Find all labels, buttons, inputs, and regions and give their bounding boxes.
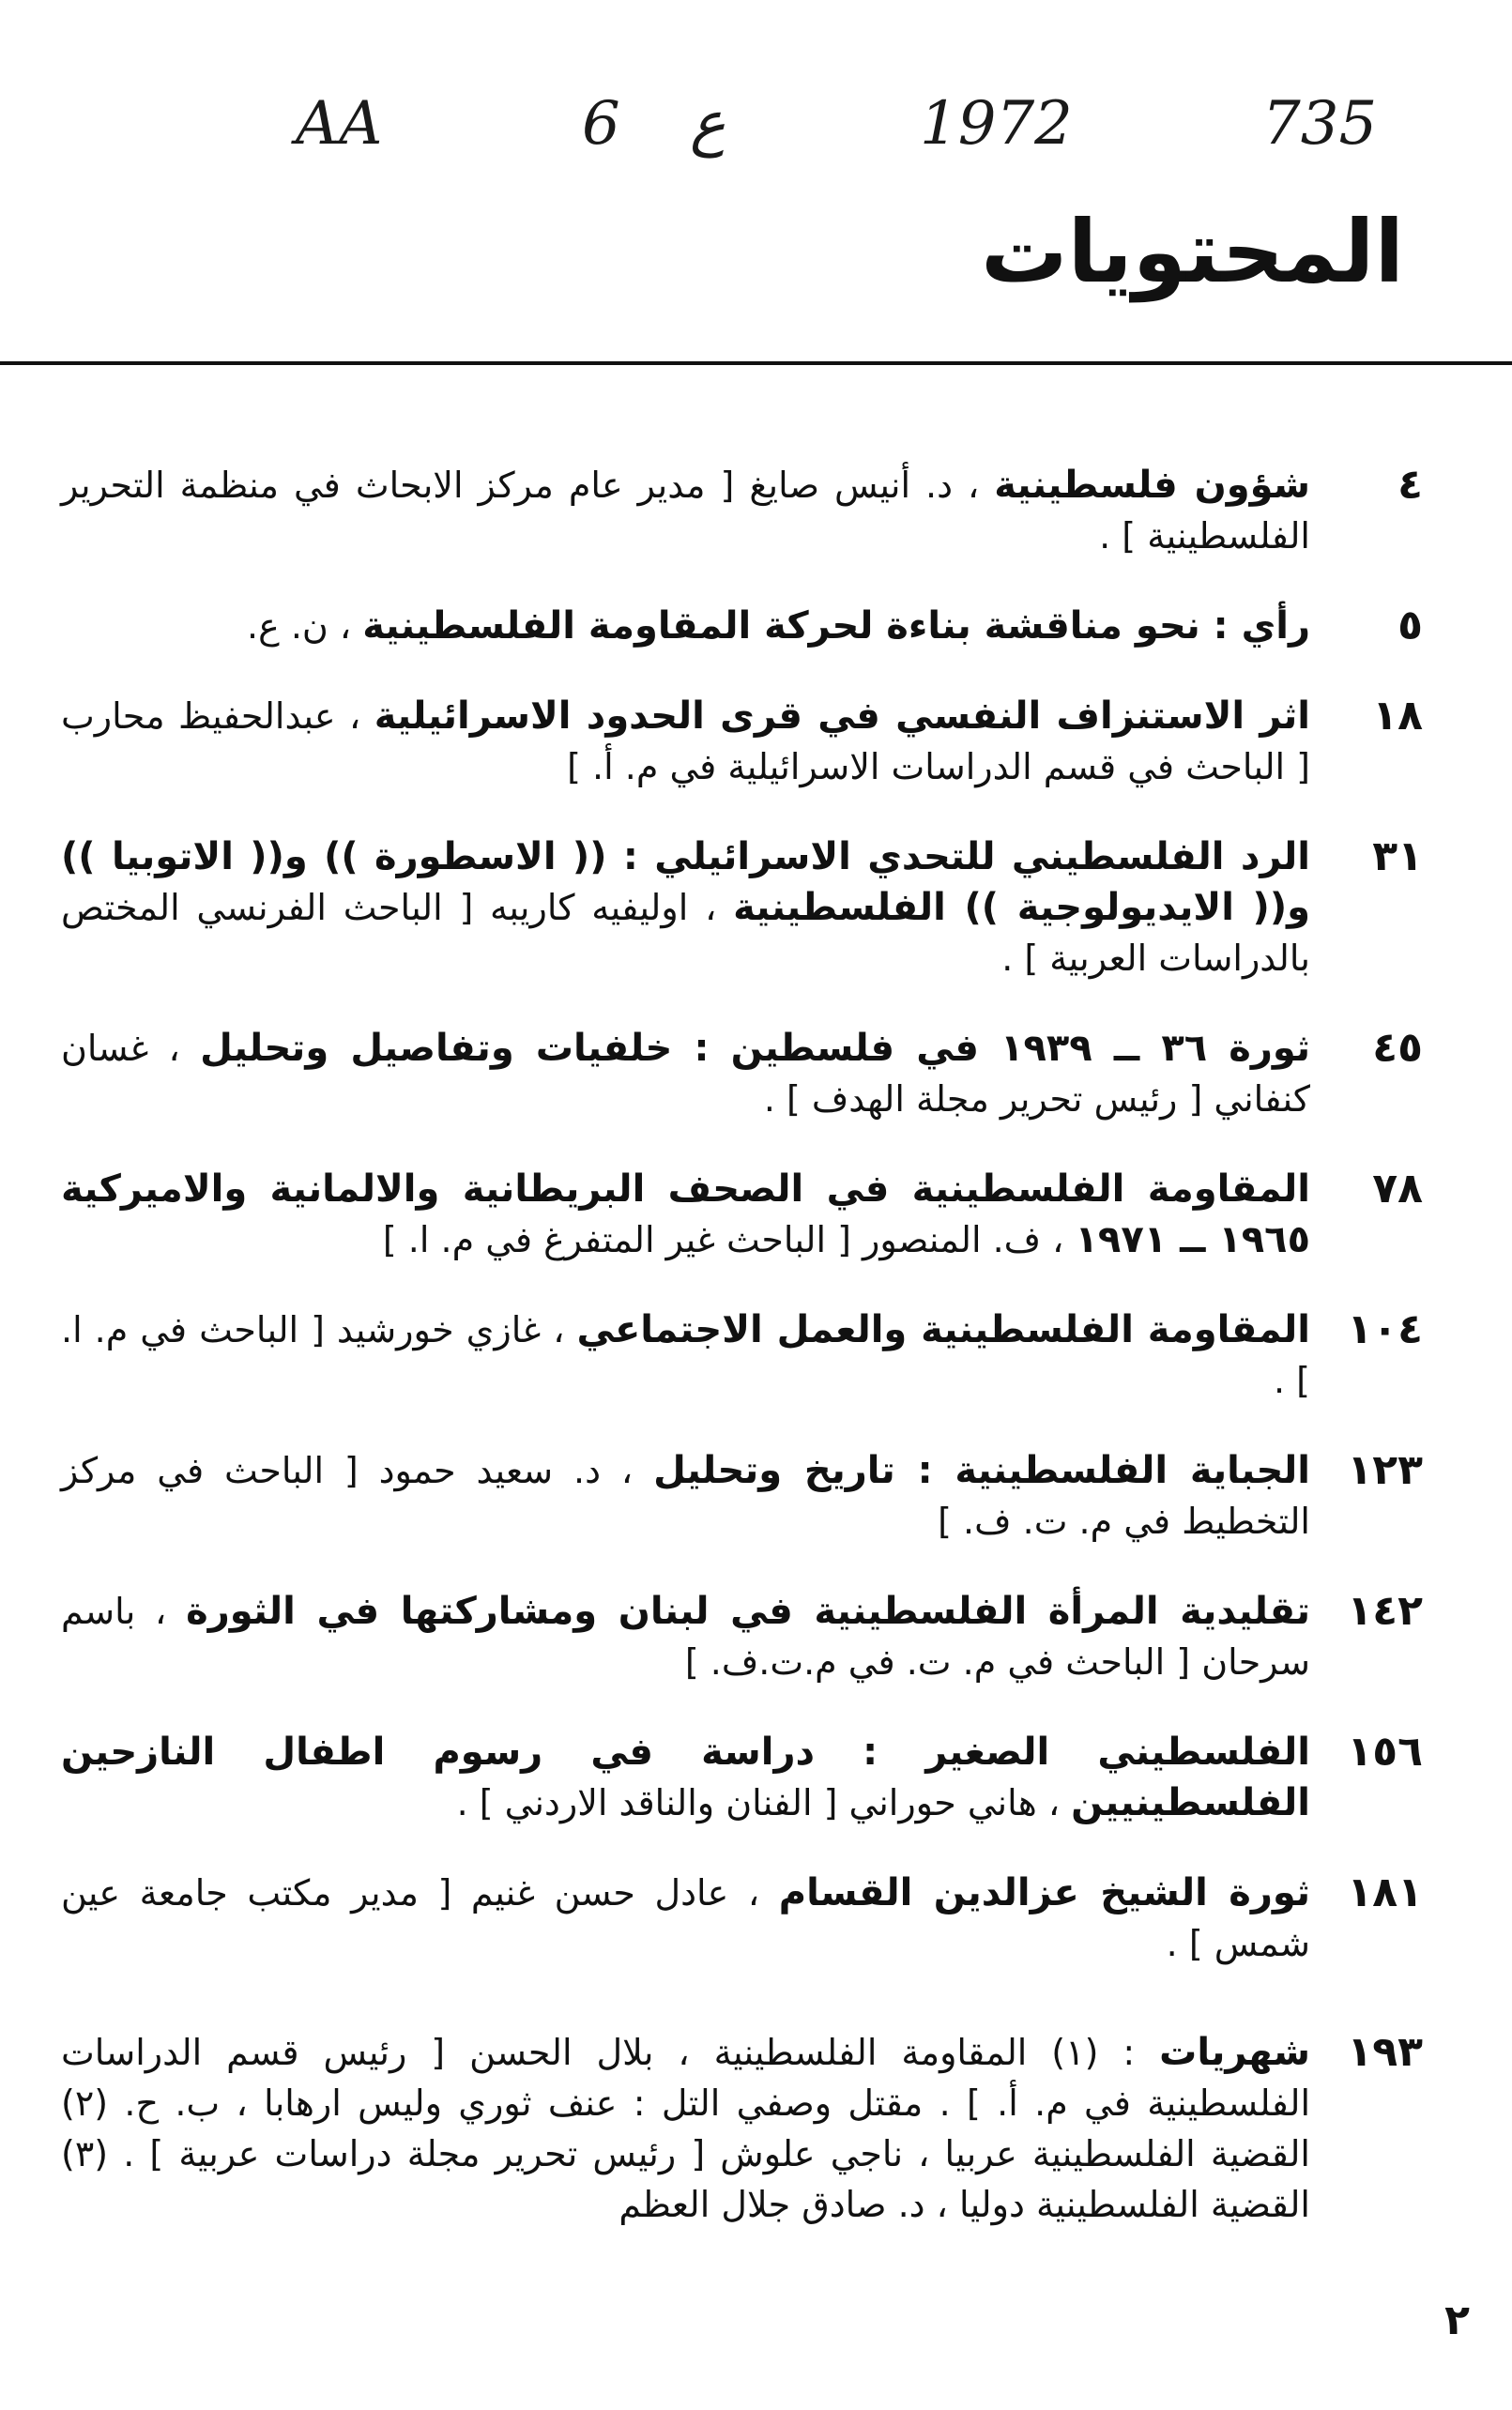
toc-entry-text	[61, 1586, 1310, 1687]
toc-entry-text	[61, 601, 1310, 651]
toc-entry	[61, 1304, 1423, 1406]
toc-entry-title: المقاومة الفلسطينية في الصحف البريطانية والالمانية والاميركية ١٩٦٥ ــ ١٩٧١	[61, 1167, 1310, 1261]
toc-entry-text	[61, 831, 1310, 984]
toc-entry	[61, 1023, 1423, 1124]
toc-page-number: ١٨	[1372, 692, 1423, 740]
toc-entry	[61, 2027, 1423, 2230]
toc-entry-title: الجباية الفلسطينية : تاريخ وتحليل	[653, 1449, 1310, 1492]
toc-entry-text	[61, 460, 1310, 561]
toc-page-number: ١٥٦	[1347, 1728, 1423, 1776]
handwritten-code: 735	[1262, 89, 1378, 159]
toc-entry	[61, 1445, 1423, 1547]
toc-entry-title: الفلسطيني الصغير : دراسة في رسوم اطفال النازحين الفلسطينيين	[61, 1731, 1310, 1824]
header-divider	[0, 361, 1512, 365]
toc-entry-title: ثورة الشيخ عزالدين القسام	[778, 1871, 1310, 1914]
toc-entry	[61, 601, 1423, 651]
toc-page-number: ٧٨	[1372, 1165, 1423, 1213]
toc-entry-text	[61, 1868, 1310, 1969]
page-title: المحتويات	[981, 202, 1404, 302]
toc-entry	[61, 1868, 1423, 1969]
toc-entry-title: الرد الفلسطيني للتحدي الاسرائيلي : (( الاسطورة )) و(( الاتوبيا )) و(( الايديولوجية )) الفلسطينية	[61, 835, 1310, 929]
toc-entry-details: ، غازي خورشيد [ الباحث في م. ا. ] .	[61, 1309, 1310, 1401]
toc-entry-details: ، غسان كنفاني [ رئيس تحرير مجلة الهدف ] .	[61, 1028, 1310, 1120]
toc-entry-details: ، ن. ع.	[247, 605, 363, 647]
page-number: ٢	[1444, 2296, 1470, 2344]
toc-page-number: ١٩٣	[1347, 2028, 1423, 2076]
toc-entry-text	[61, 1164, 1310, 1265]
toc-entry-details: ، هاني حوراني [ الفنان والناقد الاردني ] .	[456, 1782, 1072, 1823]
toc-entry-title: رأي : نحو مناقشة بناءة لحركة المقاومة الفلسطينية	[362, 604, 1310, 648]
toc-entry	[61, 1586, 1423, 1687]
handwritten-year: 1972	[920, 89, 1073, 159]
toc-page-number: ١٢٣	[1347, 1446, 1423, 1494]
toc-entry-details: ، عادل حسن غنيم [ مدير مكتب جامعة عين شمس ] .	[61, 1872, 1310, 1964]
toc-entry-text	[61, 1445, 1310, 1547]
toc-entry-details: ، ف. المنصور [ الباحث غير المتفرغ في م. ا. ]	[382, 1219, 1076, 1260]
toc-entry-details: ، باسم سرحان [ الباحث في م. ت. في م.ت.ف. ]	[61, 1591, 1310, 1683]
toc-page-number: ١٤٢	[1347, 1587, 1423, 1635]
toc-entry	[61, 691, 1423, 792]
toc-entry-details: ، د. سعيد حمود [ الباحث في مركز التخطيط في م. ت. ف. ]	[61, 1450, 1310, 1542]
toc-entry-text	[61, 2027, 1310, 2230]
toc-entry-details: ، د. أنيس صايغ [ مدير عام مركز الابحاث في منظمة التحرير الفلسطينية ] .	[61, 465, 1310, 557]
toc-entry-details: ، عبدالحفيظ محارب [ الباحث في قسم الدراسات الاسرائيلية في م. أ. ]	[61, 695, 1310, 787]
toc-entry	[61, 831, 1423, 984]
toc-page-number: ٣١	[1372, 832, 1423, 880]
toc-entry-title: اثر الاستنزاف النفسي في قرى الحدود الاسرائيلية	[374, 694, 1310, 738]
handwritten-issue-number: 6	[582, 89, 620, 159]
toc-entry	[61, 1727, 1423, 1828]
table-of-contents	[61, 460, 1423, 2269]
toc-entry-text	[61, 1304, 1310, 1406]
toc-entry-text	[61, 1727, 1310, 1828]
toc-entry-title: ثورة ٣٦ ــ ١٩٣٩ في فلسطين : خلفيات وتفاصيل وتحليل	[200, 1027, 1311, 1070]
toc-page-number: ٤٥	[1372, 1024, 1423, 1072]
toc-entry-title: شهريات	[1159, 2031, 1310, 2074]
toc-entry-text	[61, 1023, 1310, 1124]
toc-entry-details: : (١) المقاومة الفلسطينية ، بلال الحسن [ رئيس قسم الدراسات الفلسطينية في م. أ. ] . مقتل وصفي التل : عنف ثوري وليس ارهابا ، ب. ح. (٢) القضية الفلسطينية عربيا ، ناجي علوش [ رئيس تحرير مجلة دراسات عربية ] . (٣) القضية الفلسطينية دوليا ، د. صادق جلال العظم	[61, 2032, 1310, 2225]
handwritten-letter: ع	[690, 89, 726, 159]
toc-entry-text	[61, 691, 1310, 792]
toc-entry-details: ، اوليفيه كاريبه [ الباحث الفرنسي المختص بالدراسات العربية ] .	[61, 887, 1310, 979]
toc-page-number: ٤	[1397, 461, 1423, 509]
toc-page-number: ٥	[1397, 602, 1423, 649]
toc-entry-title: المقاومة الفلسطينية والعمل الاجتماعي	[576, 1308, 1310, 1351]
toc-page-number: ١٠٤	[1347, 1305, 1423, 1353]
toc-entry-title: شؤون فلسطينية	[994, 464, 1310, 507]
toc-page-number: ١٨١	[1347, 1869, 1423, 1916]
toc-entry	[61, 460, 1423, 561]
toc-entry-title: تقليدية المرأة الفلسطينية في لبنان ومشاركتها في الثورة	[186, 1590, 1310, 1633]
handwritten-issue-code: AA	[296, 89, 383, 159]
toc-entry	[61, 1164, 1423, 1265]
